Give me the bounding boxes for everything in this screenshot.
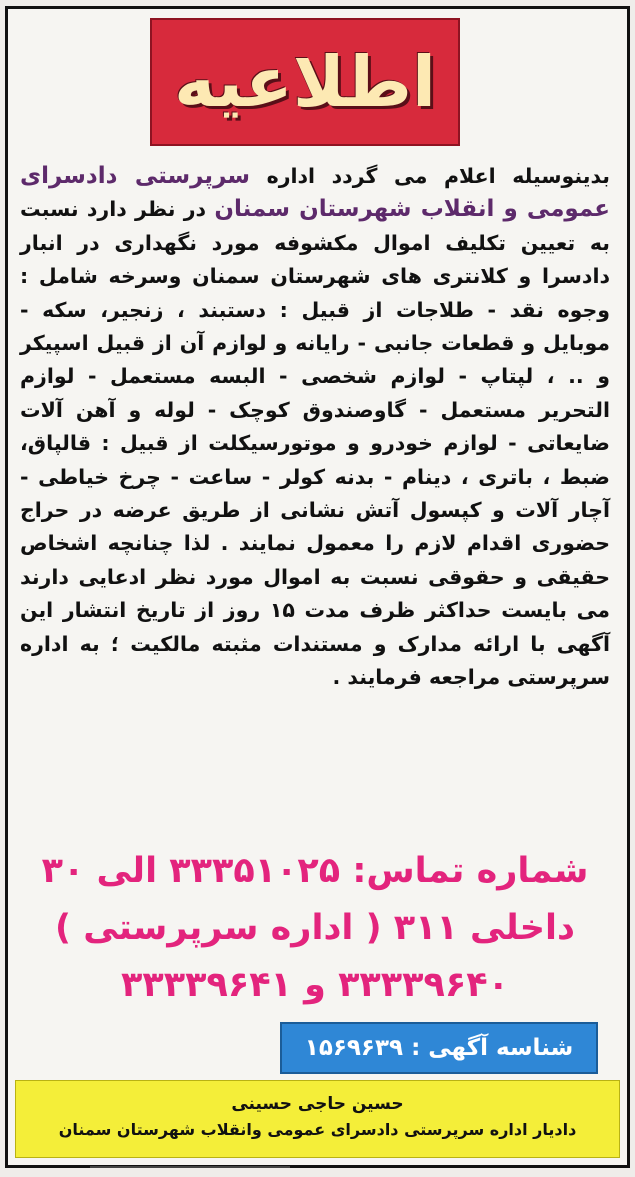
ad-id-badge: [280, 1022, 598, 1074]
notice-title: اطلاعیه: [174, 41, 436, 123]
ad-id-text: شناسه آگهی : ۱۵۶۹۶۳۹: [304, 1035, 574, 1061]
title-banner: [150, 18, 460, 146]
contact-numbers-line: ۳۳۳۳۹۶۴۰ و ۳۳۳۳۹۶۴۱: [121, 965, 509, 1005]
contact-phone-line: شماره تماس: ۳۳۳۵۱۰۲۵ الی ۳۰: [41, 851, 589, 891]
bottom-divider: [90, 1166, 290, 1168]
signatory-name: حسین حاجی حسینی: [231, 1094, 404, 1114]
signatory-role: دادیار اداره سرپرستی دادسرای عمومی وانقلاب شهرستان سمنان: [58, 1120, 577, 1139]
body-intro: بدینوسیله اعلام می گردد اداره: [250, 164, 610, 188]
notice-body: [20, 160, 610, 695]
body-main: در نظر دارد نسبت به تعیین تکلیف اموال مکشوفه مورد نگهداری در انبار دادسرا و کلانتری های شهرستان سمنان وسرخه شامل : وجوه نقد - طلاجات از قبیل : دستبند ، زنجیر، سکه - موبایل و قطعات جانبی - رایانه و لوازم آن از قبیل اسپیکر و .. ، لپتاپ - لوازم شخصی - البسه مستعمل - لوازم التحریر مستعمل - گاوصندوق کوچک - لوله و آهن آلات ضایعاتی - لوازم خودرو و موتورسیکلت از قبیل : قالپاق، ضبط ، باتری ، دینام - بدنه کولر - ساعت - چرخ خیاطی - آچار آلات و کپسول آتش نشانی از طریق عرضه در حراج حضوری اقدام لازم را معمول نمایند . لذا چنانچه اشخاص حقیقی و حقوقی نسبت به اموال مورد نظر ادعایی دارند می بایست حداکثر ظرف مدت ۱۵ روز از تاریخ انتشار این آگهی با ارائه مدارک و مستندات مثبته مالکیت ؛ به اداره سرپرستی مراجعه فرمایند .: [20, 197, 610, 690]
signature-block: [15, 1080, 620, 1158]
body-highlight-office: سرپرستی دادسرای عمومی و انقلاب شهرستان سمنان: [20, 163, 610, 223]
contact-extension-line: داخلی ۳۱۱ ( اداره سرپرستی ): [55, 908, 575, 948]
contact-block: [20, 843, 610, 1014]
